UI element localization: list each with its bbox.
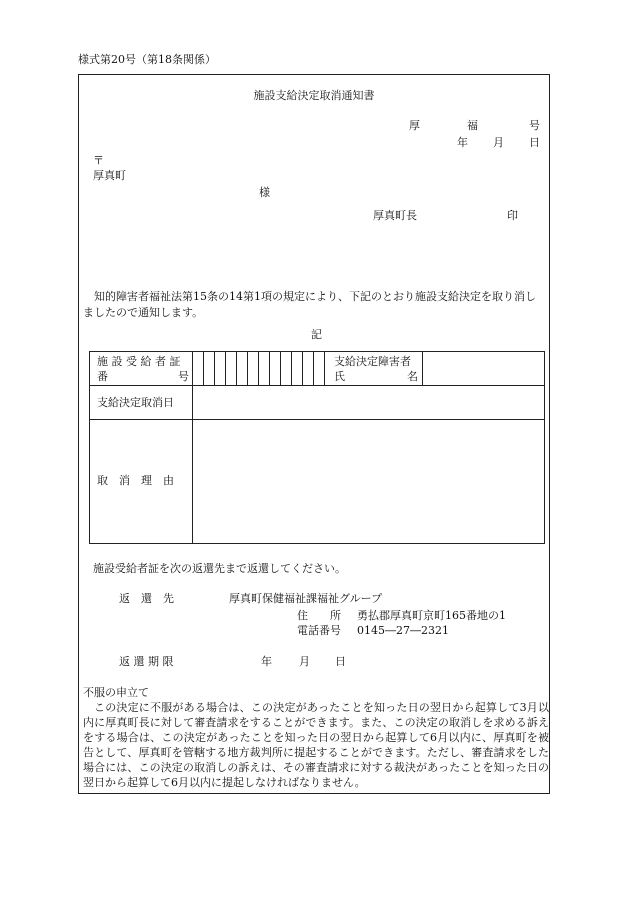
return-deadline-label: 返 還 期 限 — [119, 655, 174, 668]
return-tel-label: 電話番号 — [297, 624, 341, 637]
return-deadline-year: 年 — [261, 655, 272, 668]
cert-number-label-line2b: 号 — [178, 370, 189, 383]
addressee-honorific: 様 — [259, 186, 270, 199]
seal-mark: 印 — [507, 209, 518, 222]
return-deadline-month: 月 — [299, 655, 310, 668]
date-day: 日 — [529, 136, 540, 149]
doc-number-mid: 福 — [467, 119, 478, 132]
cert-number-label-line2a: 番 — [97, 370, 108, 383]
person-label-line2b: 名 — [407, 370, 418, 383]
return-tel-value: 0145―27―2321 — [357, 624, 449, 637]
doc-number-suffix: 号 — [529, 119, 540, 132]
return-deadline-day: 日 — [335, 655, 346, 668]
doc-number-prefix: 厚 — [409, 119, 420, 132]
notice-frame — [78, 74, 550, 794]
objection-heading: 不服の申立て — [83, 686, 149, 699]
notice-body: 知的障害者福祉法第15条の14第1項の規定により、下記のとおり施設支給決定を取り消しましたので通知します。 — [83, 290, 536, 319]
ki-mark: 記 — [311, 328, 322, 341]
details-table — [89, 351, 545, 544]
return-destination-label: 返 還 先 — [119, 592, 174, 605]
date-year: 年 — [457, 136, 468, 149]
return-instruction: 施設受給者証を次の返還先まで返還してください。 — [93, 562, 346, 575]
form-number: 様式第20号（第18条関係） — [78, 53, 216, 66]
return-address-label: 住 所 — [297, 609, 341, 622]
cert-number-label-line1: 施 設 受 給 者 証 — [97, 355, 181, 368]
return-destination-name: 厚真町保健福祉課福祉グループ — [229, 592, 383, 605]
address-town: 厚真町 — [93, 169, 126, 182]
date-month: 月 — [493, 136, 504, 149]
person-label-line1: 支給決定障害者 — [334, 355, 411, 368]
return-address-value: 勇払郡厚真町京町165番地の1 — [357, 609, 506, 622]
notice-title: 施設支給決定取消通知書 — [253, 89, 375, 102]
issuer-title: 厚真町長 — [373, 209, 417, 222]
objection-text: この決定に不服がある場合は、この決定があったことを知った日の翌日から起算して3月以内に厚真町長に対して審査請求をすることができます。また、この決定の取消しを求める訴えをする場合は、この決定があったことを知った日の翌日から起算して6月以内に、厚真町を被告として、厚真町を管轄する地方裁判所に提起することができます。ただし、審査請求をした場合には、この決定の取消しの訴えは、その審査請求に対する裁決があったことを知った日の翌日から起算して6月以内に提起しなければなりません。 — [83, 701, 549, 789]
postal-mark: 〒 — [93, 154, 104, 167]
revocation-date-label: 支給決定取消日 — [97, 396, 174, 409]
revocation-reason-label: 取 消 理 由 — [97, 474, 174, 487]
person-label-line2a: 氏 — [334, 370, 345, 383]
